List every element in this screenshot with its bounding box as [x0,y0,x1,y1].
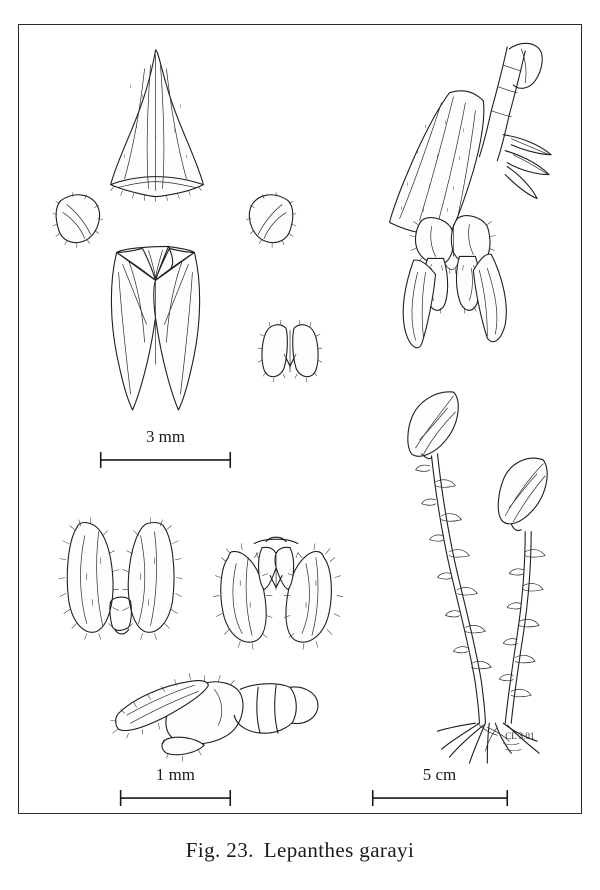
figure-taxon-name: Lepanthes garayi [263,838,415,862]
petal-left [53,193,103,248]
figure-caption [0,838,600,863]
scale-3mm-label: 3 mm [145,426,186,446]
scale-5cm [373,765,508,806]
artist-monogram-text: CL 3.01 [505,731,535,742]
figure-number: Fig. 23. [185,838,254,862]
scale-3mm [101,427,231,468]
botanical-illustration [19,25,581,813]
column-lateral-view [111,673,318,761]
root-mass [438,723,540,763]
intact-dorsal-sepal [390,91,484,235]
petal-right [246,193,296,248]
scale-1mm-label: 1 mm [155,765,195,785]
panel-intact-flower [390,43,551,347]
panel-lip-details [59,518,343,761]
lip-view-a [59,518,183,640]
ramicaul-with-sheath [479,43,551,198]
lip-view-b [213,537,343,649]
figure-plate [18,24,582,814]
ramicaul-right [498,458,547,723]
ramicaul-left [408,392,491,723]
panel-habit [408,392,547,763]
lip-small [258,320,322,382]
panel-dissected-perianth [53,50,322,410]
lateral-sepals [111,246,199,410]
dorsal-sepal [111,50,204,202]
scale-1mm [121,765,231,806]
scale-5cm-label: 5 cm [422,765,457,785]
